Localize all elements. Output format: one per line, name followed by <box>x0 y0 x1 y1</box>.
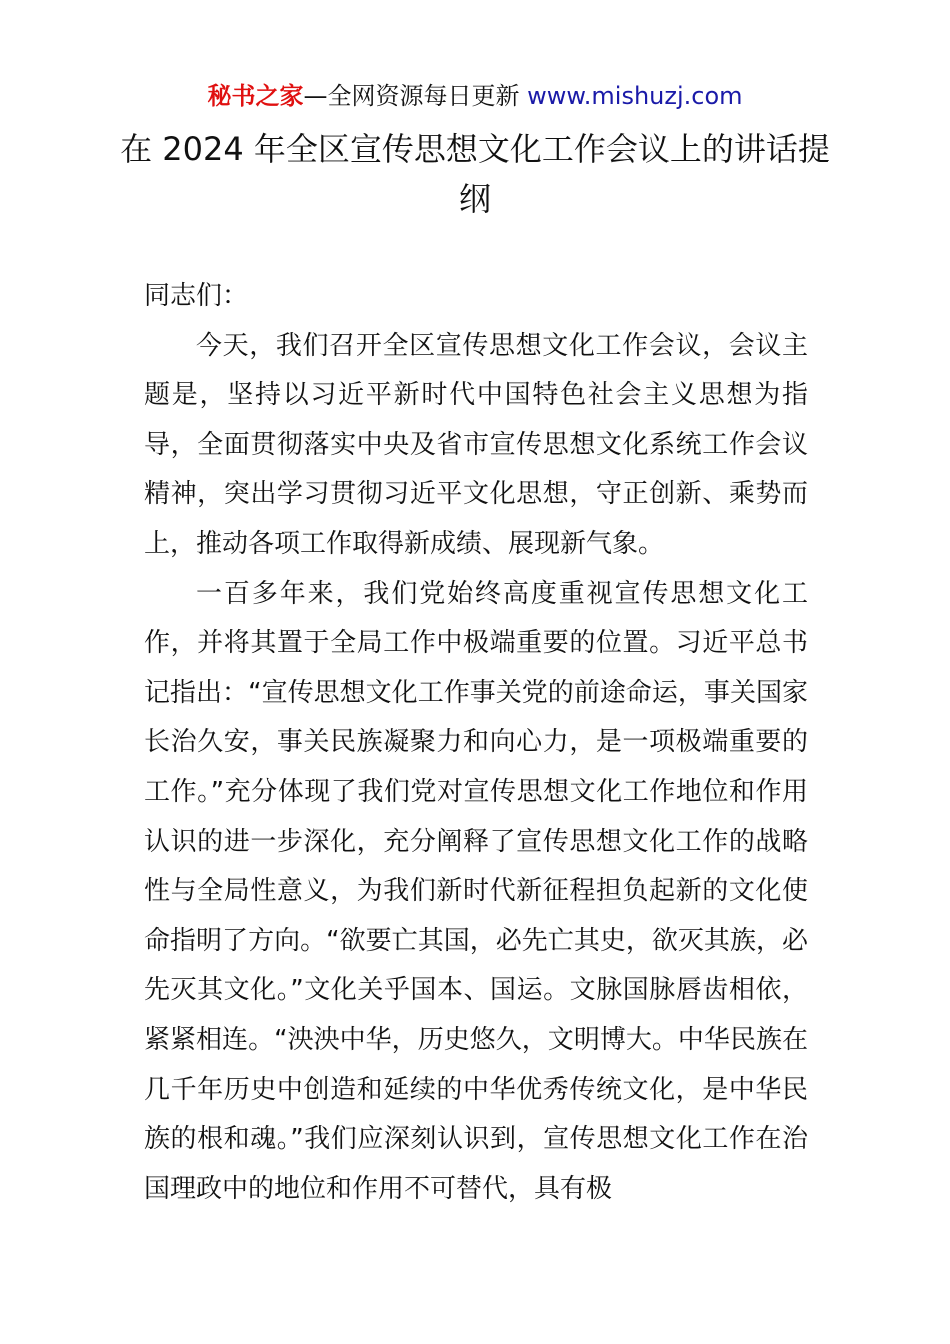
site-url: www.mishuzj.com <box>527 82 743 110</box>
paragraph-1: 今天，我们召开全区宣传思想文化工作会议，会议主题是，坚持以习近平新时代中国特色社会主义思想为指导，全面贯彻落实中央及省市宣传思想文化系统工作会议精神，突出学习贯彻习近平文化思想，守正创新、乘势而上，推动各项工作取得新成绩、展现新气象。 <box>144 330 808 559</box>
site-tagline: —全网资源每日更新 <box>303 82 528 110</box>
salutation: 同志们： <box>144 281 249 311</box>
document-title: 在 2024 年全区宣传思想文化工作会议上的讲话提纲 <box>120 130 830 218</box>
site-brand: 秘书之家 <box>207 82 304 110</box>
paragraph-2: 一百多年来，我们党始终高度重视宣传思想文化工作，并将其置于全局工作中极端重要的位置。习近平总书记指出：“宣传思想文化工作事关党的前途命运，事关国家长治久安，事关民族凝聚力和向心力，是一项极端重要的工作。”充分体现了我们党对宣传思想文化工作地位和作用认识的进一步深化，充分阐释了宣传思想文化工作的战略性与全局性意义，为我们新时代新征程担负起新的文化使命指明了方向。“欲要亡其国，必先亡其史，欲灭其族，必先灭其文化。”文化关乎国本、国运。文脉国脉唇齿相依，紧紧相连。“泱泱中华，历史悠久，文明博大。中华民族在几千年历史中创造和延续的中华优秀传统文化，是中华民族的根和魂。”我们应深刻认识到，宣传思想文化工作在治国理政中的地位和作用不可替代，具有极 <box>144 578 808 1204</box>
site-header <box>0 80 950 112</box>
document-body <box>144 272 808 1214</box>
